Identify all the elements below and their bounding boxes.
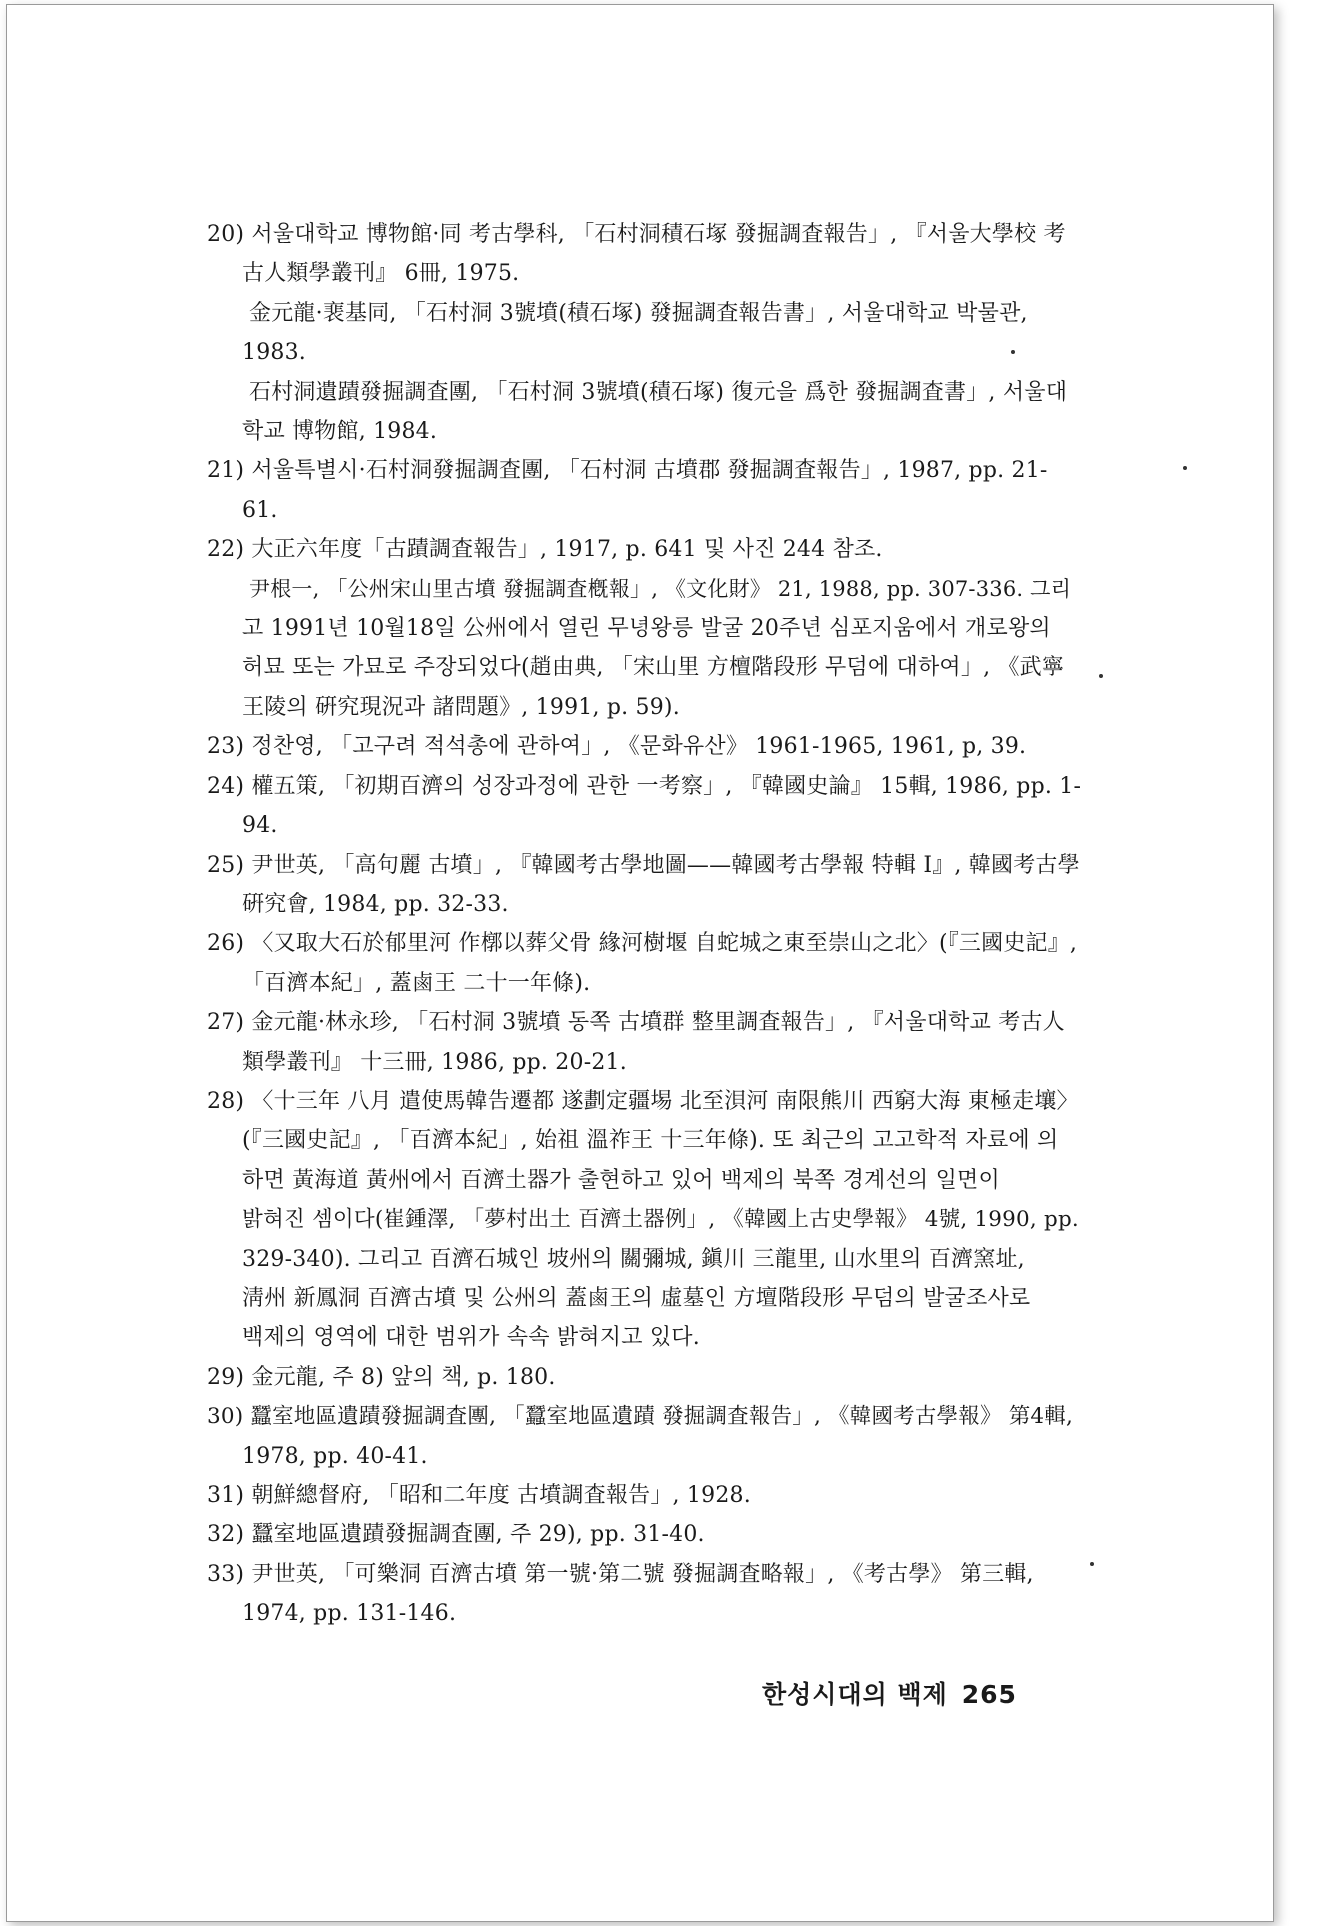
footnote-line: 61. — [242, 497, 278, 523]
footnote-line: 밝혀진 셈이다(崔鍾澤, 「夢村出土 百濟土器例」, 《韓國上古史學報》 4號, 1990, pp. — [242, 1207, 1079, 1233]
footnote-line: 類學叢刊』 十三冊, 1986, pp. 20-21. — [242, 1049, 627, 1075]
footnotes-list — [207, 215, 1087, 1634]
scan-speck — [1183, 466, 1187, 470]
footnote-line: 23) 정찬영, 「고구려 적석총에 관하여」, 《문화유산》 1961-1965, 1961, p, 39. — [207, 734, 1027, 760]
page-number: 265 — [961, 1680, 1017, 1709]
footnote-line: 1983. — [242, 340, 306, 366]
footnote — [207, 1515, 1087, 1554]
footnote-line: 28) 〈十三年 八月 遣使馬韓告遷都 遂劃定疆埸 北至浿河 南限熊川 西窮大海 東極走壤〉 — [207, 1088, 1079, 1114]
footnote-line: 31) 朝鮮總督府, 「昭和二年度 古墳調査報告」, 1928. — [207, 1483, 751, 1508]
footnote-line: 22) 大正六年度「古蹟調査報告」, 1917, p. 641 및 사진 244 참조. — [207, 537, 883, 563]
scan-speck — [1099, 674, 1103, 678]
footnote-line: 29) 金元龍, 주 8) 앞의 책, p. 180. — [207, 1364, 556, 1390]
footnote — [207, 1082, 1087, 1358]
footnote — [207, 1358, 1087, 1397]
footnote-line: 30) 蠶室地區遺蹟發掘調査團, 「蠶室地區遺蹟 發掘調査報告」, 《韓國考古學報》 第4輯, — [207, 1404, 1074, 1430]
running-title: 한성시대의 백제 — [762, 1680, 948, 1709]
footnote — [207, 1003, 1087, 1082]
footnote — [207, 1555, 1087, 1634]
footnote — [207, 767, 1087, 846]
footnote — [207, 924, 1087, 1003]
footnote-line: 20) 서울대학교 博物館·同 考古學科, 「石村洞積石塚 發掘調査報告」, 『서울大學校 考 — [207, 222, 1066, 247]
footnote-line: 王陵의 硏究現況과 諸問題》, 1991, p. 59). — [242, 694, 680, 720]
footnote-line: 고 1991년 10월18일 公州에서 열린 무녕왕릉 발굴 20주년 심포지움에서 개로왕의 — [242, 616, 1051, 642]
footnote-line: 26) 〈又取大石於郁里河 作槨以葬父骨 緣河樹堰 自蛇城之東至崇山之北〉(『三國史記』, — [207, 931, 1078, 957]
footnote — [207, 1476, 1087, 1515]
footnote-line: 石村洞遺蹟發掘調査團, 「石村洞 3號墳(積石塚) 復元을 爲한 發掘調査書」, 서울대 — [249, 379, 1068, 405]
footnote — [207, 727, 1087, 766]
footnote-line: 허묘 또는 가묘로 주장되었다(趙由典, 「宋山里 方檀階段形 무덤에 대하여」, 《武寧 — [242, 655, 1065, 681]
footnote-line: 32) 蠶室地區遺蹟發掘調査團, 주 29), pp. 31-40. — [207, 1522, 705, 1548]
footnote-line: 硏究會, 1984, pp. 32-33. — [242, 891, 509, 917]
footnote-line: 25) 尹世英, 「高句麗 古墳」, 『韓國考古學地圖——韓國考古學報 特輯 Ⅰ』, 韓國考古學 — [207, 852, 1080, 878]
footnote — [207, 215, 1087, 451]
footnote-line: 尹根一, 「公州宋山里古墳 發掘調査槪報」, 《文化財》 21, 1988, pp. 307-336. 그리 — [249, 576, 1072, 601]
footnote-line: 하면 黃海道 黃州에서 百濟土器가 출현하고 있어 백제의 북쪽 경계선의 일면이 — [242, 1167, 1000, 1193]
footnote-line: 1974, pp. 131-146. — [242, 1601, 457, 1627]
footnote-line: 329-340). 그리고 百濟石城인 坡州의 關彌城, 鎭川 三龍里, 山水里의 百濟窯址, — [242, 1246, 1025, 1272]
footnote-line: (『三國史記』, 「百濟本紀」, 始祖 溫祚王 十三年條). 또 최근의 고고학적 자료에 의 — [242, 1128, 1059, 1154]
footnote — [207, 451, 1087, 530]
footnote-line: 1978, pp. 40-41. — [242, 1443, 428, 1469]
page-footer — [762, 1675, 1017, 1711]
scan-speck — [1090, 1562, 1094, 1566]
footnote-line: 古人類學叢刊』 6冊, 1975. — [242, 261, 520, 287]
scan-speck — [1011, 350, 1015, 354]
footnote-line: 24) 權五策, 「初期百濟의 성장과정에 관한 一考察」, 『韓國史論』 15輯, 1986, pp. 1- — [207, 773, 1082, 799]
footnote-line: 21) 서울특별시·石村洞發掘調査團, 「石村洞 古墳郡 發掘調査報告」, 1987, pp. 21- — [207, 458, 1048, 484]
footnote-line: 33) 尹世英, 「可樂洞 百濟古墳 第一號·第二號 發掘調査略報」, 《考古學》 第三輯, — [207, 1561, 1034, 1587]
footnote-line: 학교 博物館, 1984. — [242, 419, 438, 445]
footnote-line: 27) 金元龍·林永珍, 「石村洞 3號墳 동쪽 古墳群 整里調査報告」, 『서울대학교 考古人 — [207, 1010, 1065, 1036]
footnote-line: 94. — [242, 813, 278, 839]
footnote-line: 백제의 영역에 대한 범위가 속속 밝혀지고 있다. — [242, 1325, 700, 1351]
footnote-line: 金元龍·裵基同, 「石村洞 3號墳(積石塚) 發掘調査報告書」, 서울대학교 박물관, — [249, 300, 1028, 326]
footnote — [207, 846, 1087, 925]
document-page — [6, 4, 1274, 1922]
footnote-line: 「百濟本紀」, 蓋鹵王 二十一年條). — [242, 970, 591, 996]
footnote — [207, 530, 1087, 727]
footnote — [207, 1397, 1087, 1476]
footnote-line: 淸州 新鳳洞 百濟古墳 및 公州의 蓋鹵王의 虛墓인 方壇階段形 무덤의 발굴조사로 — [242, 1285, 1031, 1311]
